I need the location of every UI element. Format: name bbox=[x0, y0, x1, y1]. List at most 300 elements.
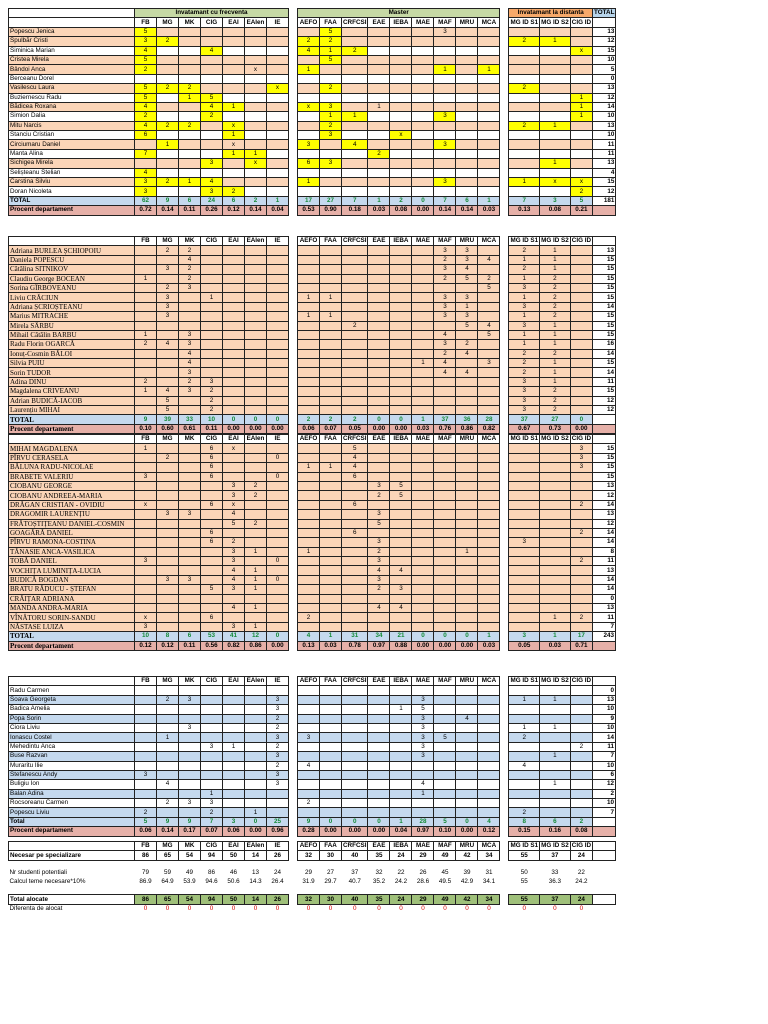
cell: 3 bbox=[223, 547, 245, 556]
cell: 0.07 bbox=[320, 424, 342, 433]
column-gap bbox=[289, 817, 298, 826]
cell bbox=[245, 330, 267, 339]
cell bbox=[368, 121, 390, 130]
cell bbox=[412, 274, 434, 283]
cell: 79 bbox=[141, 869, 149, 877]
cell bbox=[223, 349, 245, 358]
cell bbox=[201, 594, 223, 603]
cell bbox=[456, 444, 478, 453]
cell bbox=[298, 187, 320, 196]
column-gap bbox=[289, 519, 298, 528]
cell: 37 bbox=[540, 851, 571, 860]
row-total: 15 bbox=[593, 321, 616, 330]
cell: 4 bbox=[135, 102, 157, 111]
row-name: CRĂIȚAR ADRIANA bbox=[9, 594, 135, 603]
cell: 50 bbox=[223, 895, 245, 904]
cell bbox=[570, 808, 592, 817]
cell: 2 bbox=[434, 274, 456, 283]
cell: 3 bbox=[368, 538, 390, 547]
cell bbox=[135, 594, 157, 603]
cell bbox=[298, 557, 320, 566]
cell: 0.72 bbox=[135, 206, 157, 215]
cell bbox=[509, 528, 540, 537]
cell: 3 bbox=[390, 585, 412, 594]
cell bbox=[298, 283, 320, 292]
cell bbox=[390, 396, 412, 405]
cell: 4 bbox=[456, 265, 478, 274]
column-gap bbox=[289, 695, 298, 704]
cell bbox=[223, 799, 245, 808]
cell: 0.10 bbox=[135, 424, 157, 433]
cell bbox=[320, 481, 342, 490]
row-total: 11 bbox=[593, 149, 616, 158]
cell bbox=[412, 349, 434, 358]
cell bbox=[478, 613, 500, 622]
cell bbox=[157, 330, 179, 339]
cell: 3 bbox=[179, 695, 201, 704]
section2-table bbox=[8, 236, 616, 434]
cell: 3 bbox=[509, 406, 540, 415]
column-gap bbox=[500, 321, 509, 330]
cell bbox=[478, 491, 500, 500]
row-name: Radu Carmen bbox=[9, 686, 135, 695]
cell bbox=[298, 528, 320, 537]
cell bbox=[368, 74, 390, 83]
cell: 0 bbox=[465, 904, 469, 912]
column-header: FAA bbox=[320, 237, 342, 246]
cell bbox=[412, 463, 434, 472]
cell bbox=[342, 37, 368, 46]
cell: 0.14 bbox=[245, 206, 267, 215]
cell bbox=[390, 246, 412, 255]
cell bbox=[320, 510, 342, 519]
cell: 4 bbox=[298, 46, 320, 55]
cell bbox=[342, 340, 368, 349]
cell bbox=[267, 491, 289, 500]
column-header: EAI bbox=[223, 237, 245, 246]
cell bbox=[298, 274, 320, 283]
cell: 1 bbox=[540, 359, 571, 368]
cell bbox=[179, 463, 201, 472]
table-row bbox=[9, 481, 616, 490]
cell: 6 bbox=[201, 500, 223, 509]
cell: 3 bbox=[135, 37, 157, 46]
cell bbox=[478, 481, 500, 490]
cell bbox=[157, 55, 179, 64]
cell bbox=[434, 46, 456, 55]
row-name: CIOBANU ANDREEA-MARIA bbox=[9, 491, 135, 500]
row-name: FRĂTOȘTIȚEANU DANIEL-COSMIN bbox=[9, 519, 135, 528]
cell bbox=[298, 246, 320, 255]
cell: 1 bbox=[540, 613, 571, 622]
cell bbox=[179, 27, 201, 36]
cell bbox=[456, 752, 478, 761]
cell: 1 bbox=[245, 622, 267, 631]
cell bbox=[320, 519, 342, 528]
column-header: MG ID S1 bbox=[510, 842, 539, 850]
cell: 37 bbox=[434, 415, 456, 424]
cell bbox=[267, 789, 289, 798]
cell bbox=[478, 566, 500, 575]
cell: 1 bbox=[478, 632, 500, 641]
column-gap bbox=[500, 770, 509, 779]
cell bbox=[179, 752, 201, 761]
cell bbox=[368, 112, 390, 121]
cell bbox=[368, 312, 390, 321]
cell bbox=[434, 789, 456, 798]
cell bbox=[540, 519, 571, 528]
row-name: Popescu Jenica bbox=[9, 27, 135, 36]
cell bbox=[478, 510, 500, 519]
cell bbox=[267, 265, 289, 274]
group-header-total: TOTAL bbox=[594, 9, 615, 17]
cell: 3 bbox=[267, 705, 289, 714]
cell bbox=[342, 121, 368, 130]
cell: 2 bbox=[509, 349, 540, 358]
group-header-frecventa: Invatamant cu frecventa bbox=[135, 9, 289, 18]
cell bbox=[157, 594, 179, 603]
cell: 2 bbox=[342, 46, 368, 55]
cell: 0.00 bbox=[368, 827, 390, 836]
row-name: VÎNĂTORU SORIN-SANDU bbox=[9, 613, 135, 622]
cell bbox=[570, 368, 592, 377]
column-gap bbox=[500, 255, 509, 264]
cell: 1 bbox=[320, 632, 342, 641]
cell bbox=[201, 575, 223, 584]
column-gap bbox=[500, 168, 509, 177]
cell: 3 bbox=[456, 255, 478, 264]
cell bbox=[368, 140, 390, 149]
cell bbox=[456, 705, 478, 714]
cell bbox=[390, 519, 412, 528]
cell bbox=[456, 613, 478, 622]
cell: 5 bbox=[135, 55, 157, 64]
cell bbox=[298, 575, 320, 584]
cell: 3 bbox=[179, 330, 201, 339]
cell: 2 bbox=[509, 246, 540, 255]
cell bbox=[179, 102, 201, 111]
cell: 3 bbox=[368, 557, 390, 566]
cell: 22 bbox=[397, 869, 405, 877]
cell: 4 bbox=[342, 463, 368, 472]
column-header: MAF bbox=[434, 677, 456, 686]
column-header: AEFO bbox=[298, 435, 320, 444]
cell bbox=[412, 510, 434, 519]
cell bbox=[434, 55, 456, 64]
cell bbox=[456, 742, 478, 751]
cell bbox=[456, 55, 478, 64]
column-gap bbox=[500, 283, 509, 292]
cell bbox=[368, 340, 390, 349]
cell: 94.6 bbox=[205, 877, 218, 885]
corner-cell bbox=[9, 18, 135, 27]
cell bbox=[135, 733, 157, 742]
cell bbox=[456, 585, 478, 594]
column-gap bbox=[289, 566, 298, 575]
row-name: MANDA ANDRA-MARIA bbox=[9, 604, 135, 613]
cell bbox=[320, 274, 342, 283]
cell bbox=[412, 453, 434, 462]
table-row bbox=[9, 312, 616, 321]
cell: 2 bbox=[570, 817, 592, 826]
diferenta-row bbox=[9, 904, 616, 913]
cell bbox=[540, 547, 571, 556]
cell bbox=[157, 321, 179, 330]
cell bbox=[223, 168, 245, 177]
table-row bbox=[9, 604, 616, 613]
cell bbox=[267, 330, 289, 339]
cell bbox=[390, 149, 412, 158]
cell bbox=[368, 65, 390, 74]
table-row bbox=[9, 368, 616, 377]
column-gap bbox=[289, 780, 298, 789]
cell bbox=[157, 27, 179, 36]
cell bbox=[478, 761, 500, 770]
cell: 9 bbox=[179, 817, 201, 826]
column-header: MCA bbox=[478, 677, 500, 686]
cell bbox=[390, 27, 412, 36]
cell: 29.7 bbox=[324, 877, 337, 885]
cell bbox=[456, 575, 478, 584]
cell: 1 bbox=[298, 65, 320, 74]
cell: 2 bbox=[201, 387, 223, 396]
column-gap bbox=[500, 789, 509, 798]
cell: 54 bbox=[179, 895, 201, 904]
column-header: CIG ID bbox=[571, 677, 592, 685]
cell bbox=[478, 168, 500, 177]
cell bbox=[342, 368, 368, 377]
cell bbox=[390, 695, 412, 704]
column-gap bbox=[289, 46, 298, 55]
row-total: 14 bbox=[593, 585, 616, 594]
cell: 5 bbox=[320, 55, 342, 64]
cell bbox=[179, 538, 201, 547]
cell: 24 bbox=[273, 869, 281, 877]
cell: 2 bbox=[509, 37, 540, 46]
cell bbox=[368, 46, 390, 55]
cell: 3 bbox=[267, 752, 289, 761]
cell bbox=[412, 74, 434, 83]
column-gap bbox=[289, 705, 298, 714]
cell bbox=[570, 519, 592, 528]
cell bbox=[320, 808, 342, 817]
row-name: Claudiu George BOCEAN bbox=[9, 274, 135, 283]
cell: 94 bbox=[201, 895, 223, 904]
row-total: 15 bbox=[593, 387, 616, 396]
cell bbox=[179, 37, 201, 46]
cell bbox=[201, 770, 223, 779]
cell bbox=[298, 723, 320, 732]
cell bbox=[570, 594, 592, 603]
cell bbox=[456, 283, 478, 292]
cell bbox=[412, 387, 434, 396]
column-gap bbox=[500, 246, 509, 255]
column-gap bbox=[289, 723, 298, 732]
cell bbox=[201, 368, 223, 377]
total-row bbox=[9, 817, 616, 826]
cell: 4 bbox=[179, 349, 201, 358]
column-header: MK bbox=[179, 18, 201, 27]
cell bbox=[540, 538, 571, 547]
row-total: 15 bbox=[593, 472, 616, 481]
cell bbox=[179, 714, 201, 723]
cell: 4 bbox=[434, 359, 456, 368]
cell bbox=[434, 500, 456, 509]
cell: 3 bbox=[509, 387, 540, 396]
cell: 2 bbox=[368, 149, 390, 158]
cell: 28.6 bbox=[416, 877, 430, 885]
percent-row bbox=[9, 424, 616, 433]
cell bbox=[179, 321, 201, 330]
cell: 3 bbox=[412, 752, 434, 761]
cell: 86 bbox=[207, 869, 215, 877]
cell bbox=[320, 387, 342, 396]
cell bbox=[267, 340, 289, 349]
cell: 26.4 bbox=[271, 877, 284, 885]
section4-table bbox=[8, 676, 616, 837]
cell bbox=[245, 93, 267, 102]
column-header: MAE bbox=[412, 677, 434, 686]
cell: 4 bbox=[223, 510, 245, 519]
table-row bbox=[9, 187, 616, 196]
cell bbox=[267, 686, 289, 695]
cell bbox=[342, 585, 368, 594]
column-header: FAA bbox=[320, 18, 342, 27]
cell: 3 bbox=[179, 340, 201, 349]
cell bbox=[223, 84, 245, 93]
cell bbox=[320, 255, 342, 264]
cell bbox=[456, 387, 478, 396]
column-header: MCA bbox=[478, 435, 500, 444]
column-gap bbox=[289, 37, 298, 46]
cell: 0 bbox=[342, 817, 368, 826]
cell: 6 bbox=[456, 196, 478, 205]
cell bbox=[320, 733, 342, 742]
cell bbox=[320, 74, 342, 83]
row-name: Cătălina SITNIKOV bbox=[9, 265, 135, 274]
cell bbox=[456, 761, 478, 770]
cell: x bbox=[135, 500, 157, 509]
cell bbox=[157, 789, 179, 798]
cell bbox=[320, 149, 342, 158]
cell: 50 bbox=[520, 869, 528, 877]
cell bbox=[540, 585, 571, 594]
cell: 3 bbox=[509, 321, 540, 330]
cell bbox=[368, 742, 390, 751]
cell bbox=[478, 557, 500, 566]
cell bbox=[157, 149, 179, 158]
cell: x bbox=[223, 140, 245, 149]
cell bbox=[509, 112, 540, 121]
cell: 1 bbox=[540, 159, 571, 168]
column-gap bbox=[500, 575, 509, 584]
column-gap bbox=[500, 444, 509, 453]
cell bbox=[320, 406, 342, 415]
cell: 55 bbox=[520, 877, 528, 885]
column-gap bbox=[289, 463, 298, 472]
cell bbox=[342, 283, 368, 292]
cell bbox=[456, 178, 478, 187]
cell bbox=[179, 808, 201, 817]
cell bbox=[157, 808, 179, 817]
column-header: CIG ID bbox=[571, 18, 592, 26]
column-header: FB bbox=[135, 435, 157, 444]
cell: 0 bbox=[553, 904, 557, 912]
cell: 1 bbox=[368, 102, 390, 111]
cell: 3 bbox=[157, 575, 179, 584]
cell bbox=[342, 74, 368, 83]
cell bbox=[478, 547, 500, 556]
cell: 3 bbox=[509, 377, 540, 386]
column-header: CIG ID bbox=[571, 237, 592, 245]
group-header-distanta: Invatamant la distanta bbox=[509, 9, 593, 18]
row-label: Total alocate bbox=[9, 895, 135, 904]
cell: 0 bbox=[231, 904, 236, 912]
cell bbox=[540, 102, 571, 111]
cell: 5 bbox=[570, 196, 592, 205]
cell bbox=[412, 604, 434, 613]
cell bbox=[434, 528, 456, 537]
row-total: 4 bbox=[593, 168, 616, 177]
column-gap bbox=[500, 9, 509, 18]
cell: 4 bbox=[434, 330, 456, 339]
row-total: 10 bbox=[593, 799, 616, 808]
cell bbox=[245, 187, 267, 196]
row-name: Magdalena CRIVEANU bbox=[9, 387, 135, 396]
cell: 2 bbox=[342, 415, 368, 424]
cell bbox=[570, 312, 592, 321]
cell bbox=[179, 613, 201, 622]
cell: 3 bbox=[434, 112, 456, 121]
table-row bbox=[9, 159, 616, 168]
cell bbox=[368, 613, 390, 622]
cell: 3 bbox=[434, 265, 456, 274]
cell bbox=[342, 102, 368, 111]
cell: 0.82 bbox=[478, 424, 500, 433]
cell bbox=[390, 84, 412, 93]
cell: 62 bbox=[135, 196, 157, 205]
cell: 4 bbox=[201, 178, 223, 187]
cell: 5 bbox=[320, 27, 342, 36]
cell bbox=[201, 265, 223, 274]
column-header: MK bbox=[179, 842, 201, 851]
column-header: MG ID S1 bbox=[510, 18, 539, 26]
cell bbox=[570, 387, 592, 396]
cell bbox=[412, 27, 434, 36]
cell bbox=[179, 159, 201, 168]
row-total: 15 bbox=[593, 255, 616, 264]
cell: 0 bbox=[320, 817, 342, 826]
cell bbox=[179, 547, 201, 556]
cell: 7 bbox=[509, 196, 540, 205]
cell bbox=[267, 406, 289, 415]
cell bbox=[509, 472, 540, 481]
cell bbox=[540, 510, 571, 519]
cell: 29 bbox=[304, 869, 312, 877]
cell bbox=[434, 74, 456, 83]
cell bbox=[179, 187, 201, 196]
table-row bbox=[9, 528, 616, 537]
cell bbox=[157, 481, 179, 490]
cell bbox=[368, 168, 390, 177]
cell bbox=[540, 733, 571, 742]
table-row bbox=[9, 121, 616, 130]
cell: 2 bbox=[540, 406, 571, 415]
cell: 4 bbox=[390, 566, 412, 575]
cell bbox=[157, 547, 179, 556]
cell: 86 bbox=[135, 851, 157, 860]
cell bbox=[540, 557, 571, 566]
